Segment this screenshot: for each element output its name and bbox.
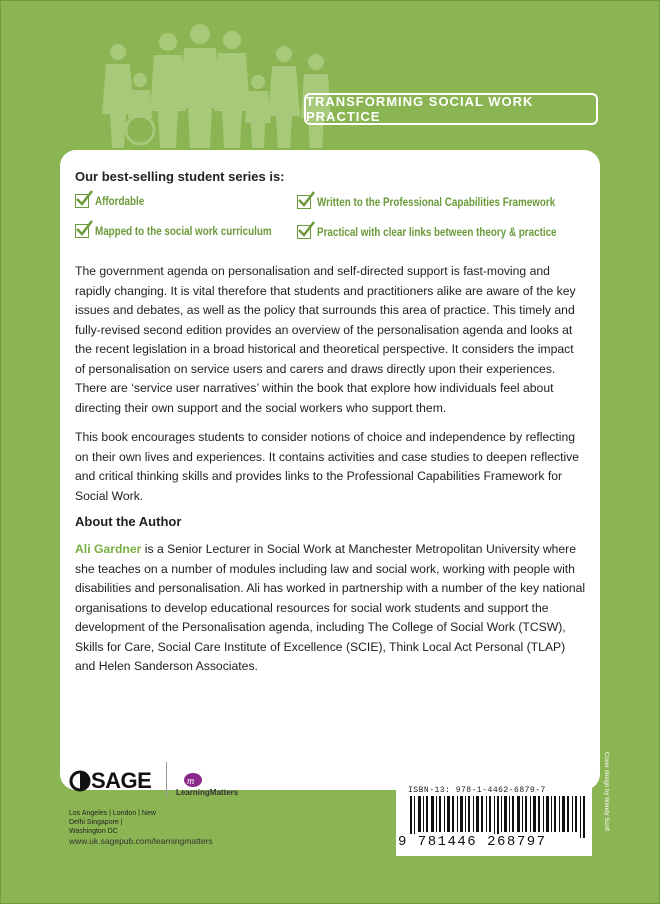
publisher-url[interactable]: www.uk.sagepub.com/learningmatters: [69, 836, 213, 846]
feature-affordable: [75, 194, 155, 208]
checkbox-icon: [75, 224, 89, 238]
checkbox-icon: [297, 195, 311, 209]
feature-label: Written to the Professional Capabilities Framework: [317, 195, 556, 209]
sage-logo: [69, 768, 151, 794]
logo-divider: [166, 762, 167, 798]
feature-label: Practical with clear links between theory & practice: [317, 225, 557, 239]
learning-matters-icon: [178, 772, 208, 788]
barcode-graphic: [410, 796, 588, 838]
author-name: Ali Gardner: [75, 542, 142, 556]
feature-label: Mapped to the social work curriculum: [95, 224, 272, 238]
series-title-tab: [304, 93, 598, 125]
checkbox-icon: [75, 194, 89, 208]
publisher-cities: Los Angeles | London | New Delhi Singapore | Washington DC: [69, 810, 156, 835]
feature-pcf: [297, 195, 608, 209]
svg-text:m: m: [187, 776, 195, 787]
cover-design-credit: Cover design by Wendy Scott: [603, 752, 609, 831]
checkbox-icon: [297, 225, 311, 239]
isbn-label: ISBN-13: 978-1-4462-6879-7: [408, 786, 546, 795]
series-title: TRANSFORMING SOCIAL WORK PRACTICE: [306, 94, 534, 124]
sage-swirl-icon: [69, 770, 91, 792]
people-silhouettes-graphic: [98, 20, 338, 148]
sage-name: SAGE: [91, 768, 152, 793]
feature-mapped: [75, 224, 310, 238]
about-author-heading: About the Author: [75, 514, 182, 529]
description-paragraph-2: This book encourages students to consider notions of choice and independence by reflecting on their own lives and experiences. It contains activities and case studies to deepen reflective and critical thinking skills and provides links to the Professional Capabilities Framework for Social Work.: [75, 430, 580, 503]
features-heading: Our best-selling student series is:: [75, 169, 285, 184]
feature-label: Affordable: [95, 194, 145, 208]
author-bio: [75, 540, 587, 677]
description-paragraph-1: The government agenda on personalisation and self-directed support is fast-moving and rapidly changing. It is vital therefore that students and practitioners alike are aware of the key issues and debates, as well as the policy that surrounds this area of practice. This timely and fully-revised second edition provides an overview of the personalisation agenda and looks at the recent legislation in a broad historical and theoretical perspective. It considers the impact of personalisation on service users and carers and draws directly upon their experiences. There are ‘service user narratives’ within the book that explore how individuals feel about directing their own support and the social workers who support them.: [75, 264, 576, 415]
author-bio-text: is a Senior Lecturer in Social Work at Manchester Metropolitan University where she teaches on a number of modules including law and social work, working with people with disabilities and personalisation. Ali has worked in partnership with a number of the key national organisations to develop educational resources for social work students and support the development of the Personalisation agenda, including The College of Social Work (TCSW), Skills for Care, Social Care Institute of Excellence (SCIE), Think Local Act Personal (TLAP) and Helen Sanderson Associates.: [75, 542, 586, 673]
feature-practical: [297, 225, 609, 239]
imprint-name: LearningMatters: [176, 788, 239, 797]
isbn-digits: 9 781446 268797: [398, 834, 547, 850]
